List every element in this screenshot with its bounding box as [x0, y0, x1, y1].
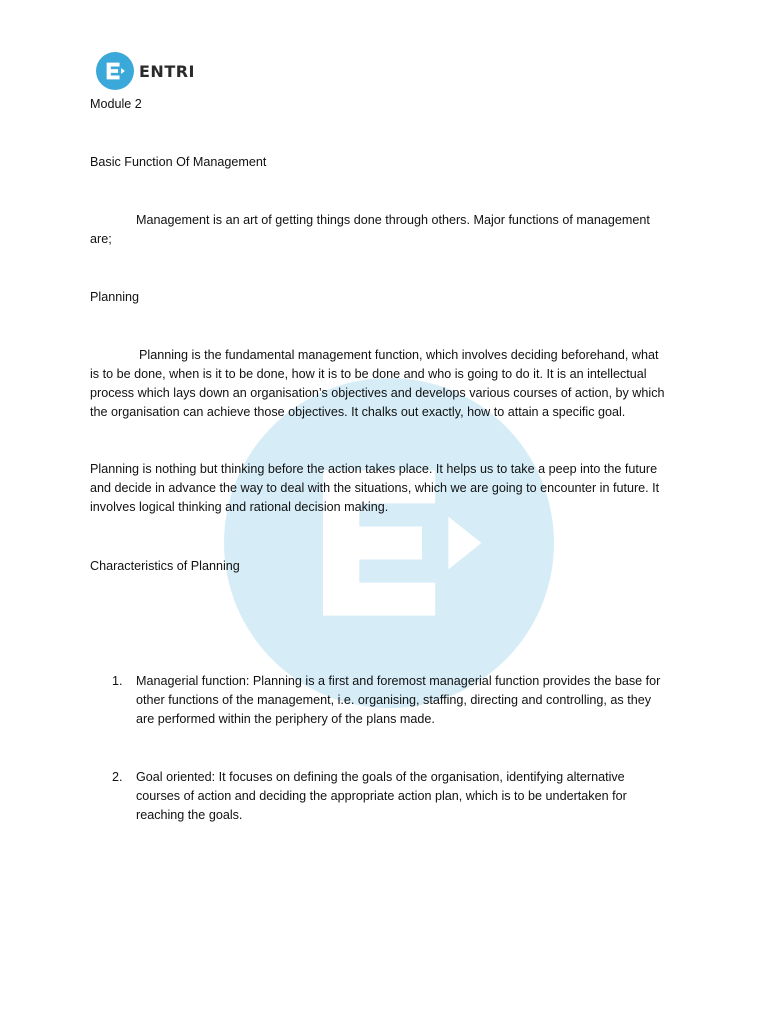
intro-line: are;	[90, 232, 112, 246]
list-line: reaching the goals.	[136, 808, 243, 822]
list-line: Managerial function: Planning is a first and foremost managerial function provides the base for	[136, 674, 661, 688]
paragraph-line: and decide in advance the way to deal with the situations, which we are going to encounter in future. It	[90, 481, 660, 495]
logo-text: ENTRI	[139, 61, 196, 81]
list-body	[136, 768, 692, 825]
entri-logo	[96, 52, 195, 90]
module-label: Module 2	[90, 97, 142, 111]
characteristics-heading: Characteristics of Planning	[90, 559, 240, 573]
list-number: 1.	[112, 674, 123, 688]
paragraph-line: is to be done, when is it to be done, how it is to be done and who is going to do it. It is an intellectual	[90, 367, 647, 381]
list-line: other functions of the management, i.e. organising, staffing, directing and controlling, as they	[136, 693, 652, 707]
document-title: Basic Function Of Management	[90, 155, 267, 169]
paragraph-line: Planning is nothing but thinking before the action takes place. It helps us to take a peep into the future	[90, 462, 658, 476]
list-body	[136, 672, 692, 729]
intro-line: Management is an art of getting things done through others. Major functions of management	[136, 213, 650, 227]
entri-logo-icon	[96, 52, 134, 90]
list-line: are performed within the periphery of the plans made.	[136, 712, 435, 726]
paragraph-line: involves logical thinking and rational decision making.	[90, 500, 389, 514]
paragraph-line: the organisation can achieve those objectives. It chalks out exactly, how to attain a specific goal.	[90, 405, 626, 419]
list-line: Goal oriented: It focuses on defining the goals of the organisation, identifying alternative	[136, 770, 625, 784]
list-line: courses of action and deciding the appropriate action plan, which is to be undertaken for	[136, 789, 627, 803]
paragraph-line: Planning is the fundamental management function, which involves deciding beforehand, what	[139, 348, 659, 362]
paragraph-line: process which lays down an organisation’s objectives and develops various courses of action, by which	[90, 386, 665, 400]
list-number: 2.	[112, 770, 123, 784]
planning-heading: Planning	[90, 290, 140, 304]
